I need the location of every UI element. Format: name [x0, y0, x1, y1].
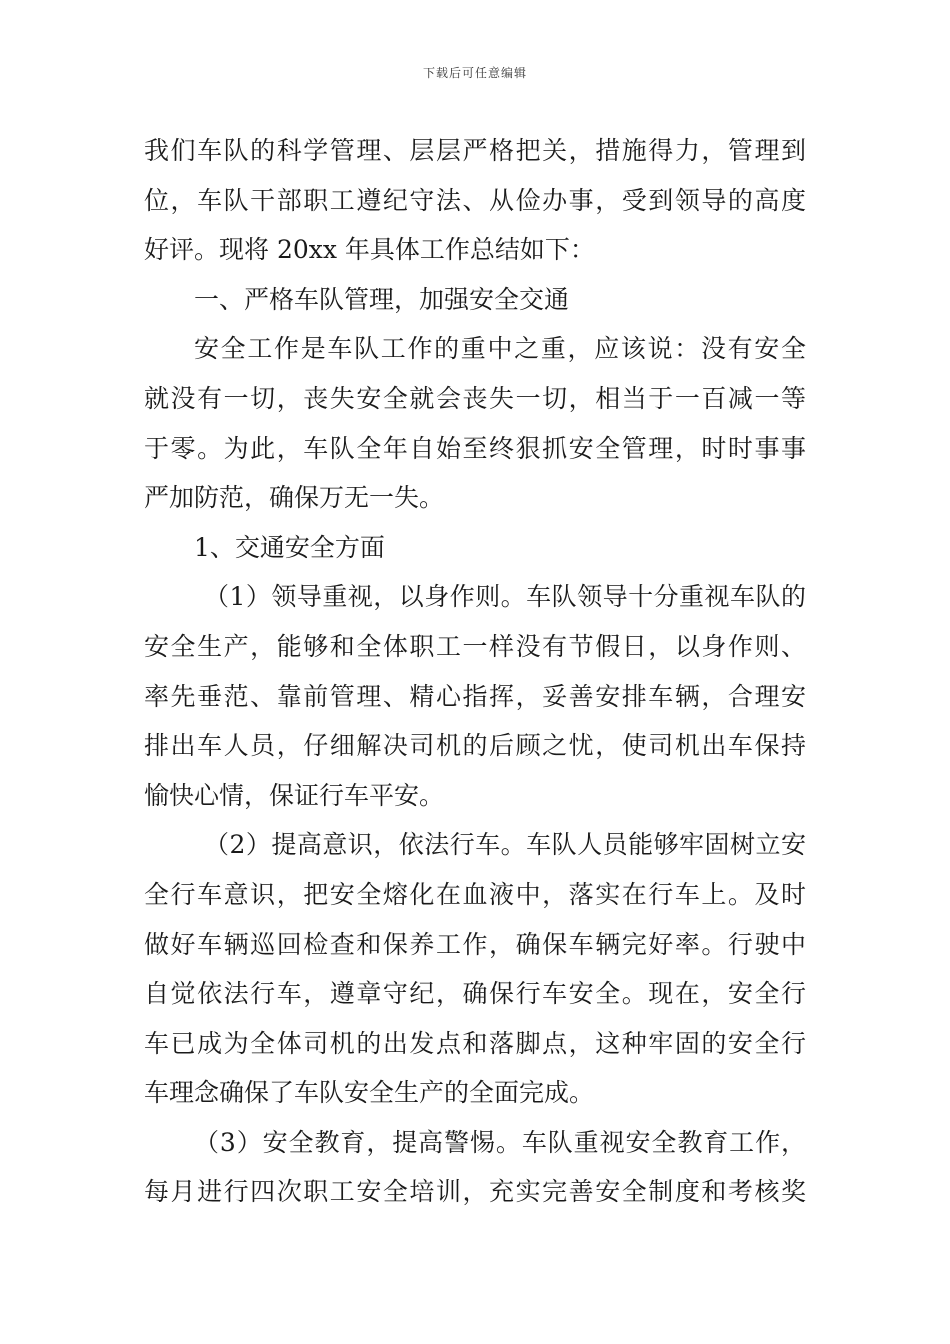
- paragraph-line: （3）安全教育，提高警惕。车队重视安全教育工作，: [194, 1127, 806, 1157]
- paragraph-line: 做好车辆巡回检查和保养工作，确保车辆完好率。行驶中: [144, 929, 806, 959]
- paragraph-line: 全行车意识，把安全熔化在血液中，落实在行车上。及时: [144, 879, 806, 909]
- paragraph-line: 严加防范，确保万无一失。: [144, 483, 445, 513]
- paragraph-line: 每月进行四次职工安全培训，充实完善安全制度和考核奖: [144, 1177, 806, 1207]
- paragraph-line: 愉快心情，保证行车平安。: [144, 780, 445, 810]
- document-body: [144, 126, 806, 1217]
- paragraph-line: 安全工作是车队工作的重中之重，应该说：没有安全: [194, 334, 806, 364]
- paragraph-line: 车已成为全体司机的出发点和落脚点，这种牢固的安全行: [144, 1028, 806, 1058]
- paragraph-line: （2）提高意识，依法行车。车队人员能够牢固树立安: [204, 830, 806, 860]
- subsection-heading: 1、交通安全方面: [194, 532, 385, 562]
- paragraph-line: 我们车队的科学管理、层层严格把关，措施得力，管理到: [144, 136, 806, 165]
- paragraph-line: 自觉依法行车，遵章守纪，确保行车安全。现在，安全行: [144, 979, 806, 1009]
- paragraph-line: 安全生产，能够和全体职工一样没有节假日，以身作则、: [144, 631, 806, 661]
- paragraph-line: 排出车人员，仔细解决司机的后顾之忧，使司机出车保持: [144, 731, 806, 761]
- paragraph-line: 率先垂范、靠前管理、精心指挥，妥善安排车辆，合理安: [144, 681, 806, 711]
- paragraph-line: 车理念确保了车队安全生产的全面完成。: [144, 1078, 595, 1108]
- paragraph-line: 好评。现将 20xx 年具体工作总结如下：: [144, 235, 595, 265]
- page-header: 下载后可任意编辑: [422, 66, 527, 80]
- paragraph-line: （1）领导重视，以身作则。车队领导十分重视车队的: [204, 582, 806, 612]
- paragraph-line: 位，车队干部职工遵纪守法、从俭办事，受到领导的高度: [144, 185, 806, 215]
- section-heading: 一、严格车队管理，加强安全交通: [194, 284, 570, 314]
- paragraph-line: 就没有一切，丧失安全就会丧失一切，相当于一百减一等: [144, 383, 806, 413]
- paragraph-line: 于零。为此，车队全年自始至终狠抓安全管理，时时事事: [144, 433, 806, 463]
